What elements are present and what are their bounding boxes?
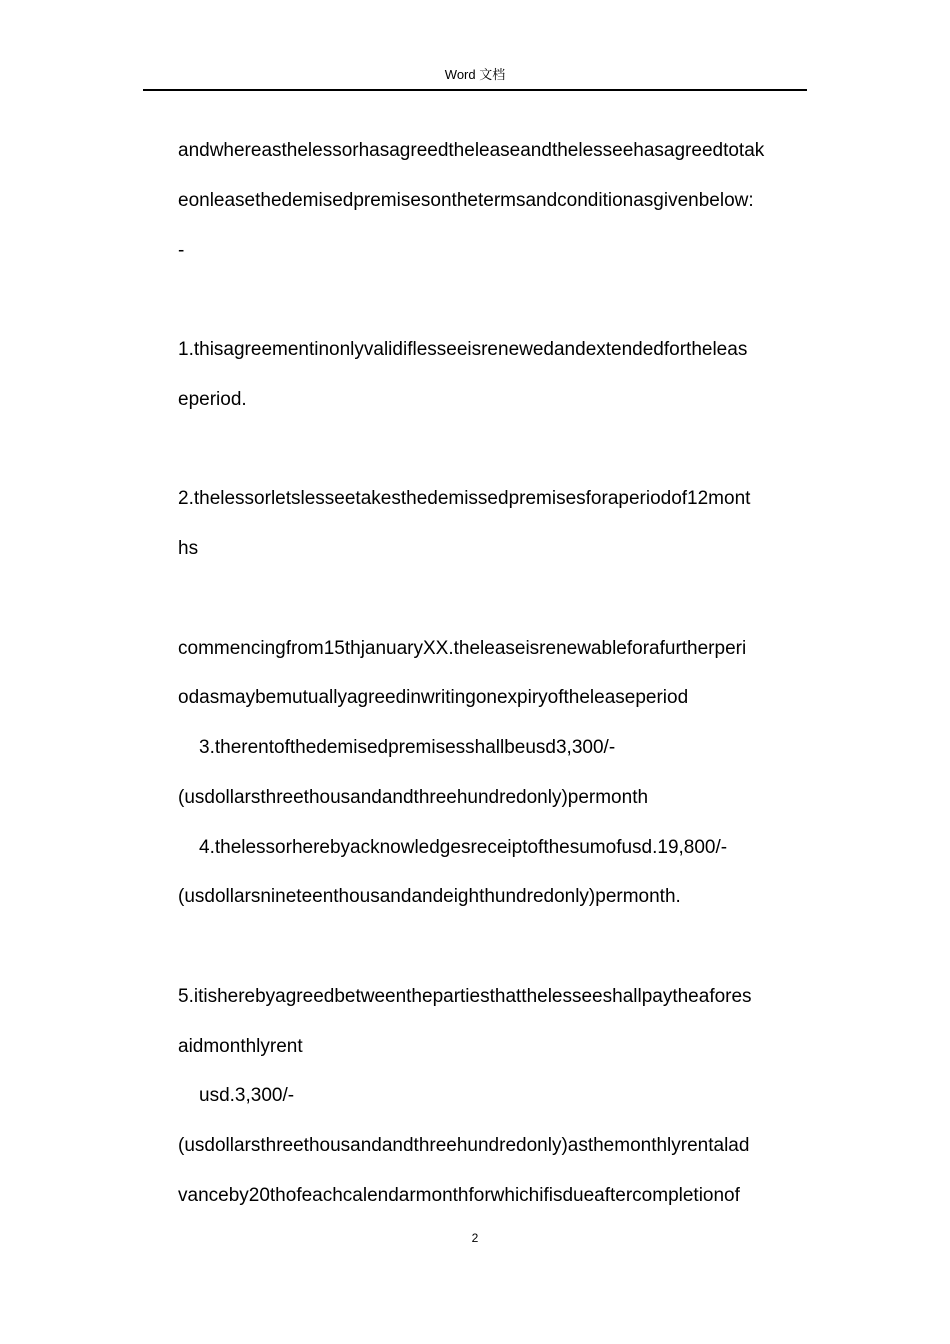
- page-header: [143, 64, 807, 91]
- text-line: usd.3,300/-: [199, 1085, 295, 1107]
- header-title: Word 文档: [444, 67, 506, 82]
- text-line: -: [178, 239, 185, 261]
- text-line: (usdollarsthreethousandandthreehundredonly)permonth: [178, 786, 649, 808]
- blank-line: [178, 425, 810, 475]
- text-line: 4.thelessorherebyacknowledgesreceiptofthesumofusd.19,800/-: [199, 836, 728, 858]
- page-footer: [0, 1228, 950, 1248]
- text-line: 2.thelessorletslesseetakesthedemissedpremisesforaperiodof12mont: [178, 488, 751, 510]
- text-line: (usdollarsthreethousandandthreehundredonly)asthemonthlyrentalad: [178, 1135, 750, 1156]
- document-body: [178, 126, 810, 1221]
- blank-line: [178, 574, 810, 624]
- blank-line: [178, 922, 810, 972]
- text-line: vanceby20thofeachcalendarmonthforwhichifisdueaftercompletionof: [178, 1184, 740, 1206]
- text-line: hs: [178, 538, 199, 559]
- text-line: 5.itisherebyagreedbetweenthepartiesthatthelesseeshallpaytheafores: [178, 985, 752, 1007]
- text-line: commencingfrom15thjanuaryXX.theleaseisrenewableforafurtherperi: [178, 637, 747, 659]
- page-number: 2: [471, 1231, 479, 1245]
- text-line: aidmonthlyrent: [178, 1035, 303, 1057]
- blank-line: [178, 275, 810, 325]
- text-line: eperiod.: [178, 388, 247, 410]
- text-line: andwhereasthelessorhasagreedtheleaseandthelesseehasagreedtotak: [178, 140, 765, 161]
- text-line: (usdollarsnineteenthousandandeighthundredonly)permonth.: [178, 886, 681, 908]
- text-line: 3.therentofthedemisedpremisesshallbeusd3,300/-: [199, 737, 616, 758]
- text-line: eonleasethedemisedpremisesonthetermsandconditionasgivenbelow:: [178, 189, 754, 211]
- text-line: 1.thisagreementinonlyvalidiflesseeisrenewedandextendedfortheleas: [178, 339, 748, 360]
- text-line: odasmaybemutuallyagreedinwritingonexpiryoftheleaseperiod: [178, 687, 689, 709]
